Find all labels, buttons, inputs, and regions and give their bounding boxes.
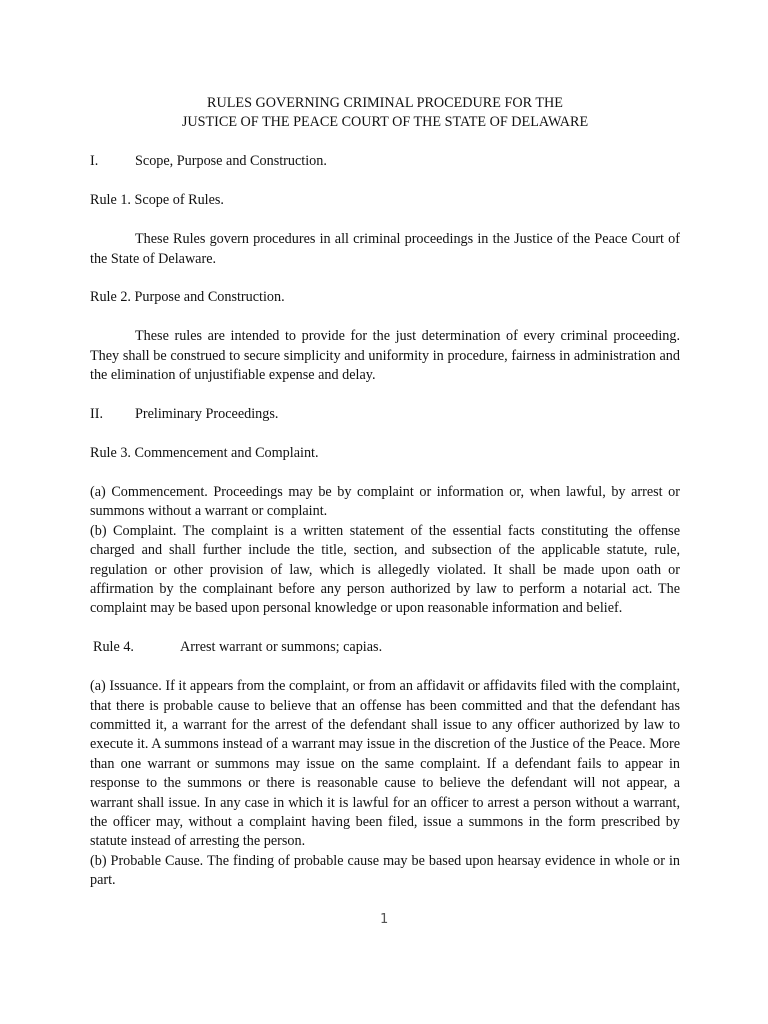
- section-2-heading: [90, 405, 680, 424]
- rule-4-paragraph-a: (a) Issuance. If it appears from the complaint, or from an affidavit or affidavits filed with the complaint, that there is probable cause to believe that an offense has been committed and that the defendant has committed it, a warrant for the arrest of the defendant shall issue to any officer authorized by law to execute it. A summons instead of a warrant may issue in the discretion of the Justice of the Peace. More than one warrant or summons may issue on the same complaint. If a defendant fails to appear in response to the summons or there is reasonable cause to believe the defendant will not appear, a warrant shall issue. In any case in which it is lawful for an officer to arrest a person without a warrant, the officer may, without a complaint having been filed, issue a summons in the form prescribed by statute instead of arresting the person.: [90, 678, 680, 850]
- rule-3-paragraph-b: (b) Complaint. The complaint is a written statement of the essential facts constituting the offense charged and shall further include the title, section, and subsection of the applicable statute, rule, regulation or other provision of law, which is allegedly violated. It shall be made upon oath or affirmation by the complainant before any person authorized by law to perform a notarial act. The complaint may be based upon personal knowledge or upon reasonable information and belief.: [90, 522, 680, 617]
- rule-1-body: These Rules govern procedures in all criminal proceedings in the Justice of the Peace Court of the State of Delaware.: [90, 231, 680, 267]
- section-1-title: Scope, Purpose and Construction.: [135, 153, 327, 170]
- rule-3-paragraph-a: (a) Commencement. Proceedings may be by complaint or information or, when lawful, by arrest or summons without a warrant or complaint.: [90, 483, 680, 520]
- rule-1-heading: Rule 1. Scope of Rules.: [90, 192, 224, 209]
- rule-4-paragraph-b: (b) Probable Cause. The finding of probable cause may be based upon hearsay evidence in whole or in part.: [90, 852, 680, 889]
- section-1-heading: [90, 152, 680, 171]
- section-2-title: Preliminary Proceedings.: [135, 406, 279, 423]
- rule-2-heading: Rule 2. Purpose and Construction.: [90, 289, 285, 306]
- document-title: [90, 94, 680, 133]
- section-2-number: II.: [90, 406, 103, 423]
- title-line-2: JUSTICE OF THE PEACE COURT OF THE STATE OF DELAWARE: [181, 114, 589, 131]
- rule-2-body: These rules are intended to provide for the just determination of every criminal proceeding. They shall be construed to secure simplicity and uniformity in procedure, fairness in administration and the elimination of unjustifiable expense and delay.: [90, 328, 680, 384]
- section-1-number: I.: [90, 153, 99, 170]
- rule-4-heading: [90, 638, 680, 657]
- document-body: [90, 94, 680, 891]
- rule-4-title: Arrest warrant or summons; capias.: [180, 639, 383, 656]
- rule-4-label: Rule 4.: [93, 639, 134, 656]
- title-line-1: RULES GOVERNING CRIMINAL PROCEDURE FOR THE: [207, 95, 563, 111]
- page-number: 1: [379, 911, 389, 927]
- rule-3-heading: Rule 3. Commencement and Complaint.: [90, 444, 319, 461]
